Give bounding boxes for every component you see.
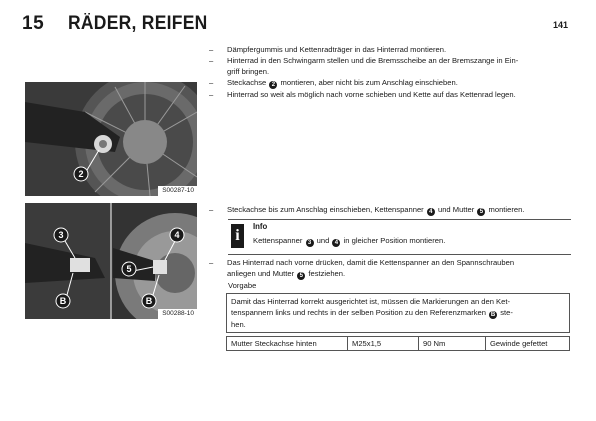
- table-cell-part: Mutter Steckachse hinten: [227, 337, 348, 351]
- vorgabe-label: Vorgabe: [228, 281, 257, 290]
- callout-badge: B: [490, 312, 496, 318]
- table-cell-note: Gewinde gefettet: [486, 337, 570, 351]
- figure-chain-adjusters-drawing: [25, 203, 197, 319]
- callout-marker: B: [145, 296, 153, 306]
- step-item: – Steckachse bis zum Anschlag einschieben, Kettenspanner 4 und Mutter 5 montieren.: [209, 205, 525, 215]
- figure-rear-wheel-axle-drawing: [25, 82, 197, 196]
- vorgabe-box: Damit das Hinterrad korrekt ausgerichtet ist, müssen die Markierungen an den Ket- tenspannern links und rechts in der selben Position zu den Referenzmarken B ste- hen.: [226, 293, 570, 333]
- chapter-number: 15: [22, 13, 45, 34]
- step-item: – Dämpfergummis und Kettenradträger in das Hinterrad montieren.: [209, 45, 447, 54]
- callout-marker: 5: [126, 264, 132, 274]
- step-item: – Steckachse 2 montieren, aber nicht bis zum Anschlag einschieben.: [209, 78, 458, 88]
- callout-marker: 3: [58, 230, 64, 240]
- callout-marker: 2: [78, 169, 84, 179]
- callout-badge: 2: [269, 81, 277, 89]
- info-icon: i: [231, 224, 244, 248]
- steps-group-2: [209, 204, 567, 216]
- steps-group-1: [209, 44, 567, 100]
- callout-marker: B: [59, 296, 67, 306]
- torque-spec-table: [226, 336, 570, 351]
- figure-id-label: S00288-10: [158, 309, 197, 319]
- info-text: Kettenspanner 3 und 4 in gleicher Position montieren.: [253, 236, 446, 246]
- page-number: 141: [552, 20, 568, 30]
- callout-badge: 5: [297, 272, 305, 280]
- table-cell-torque: 90 Nm: [419, 337, 486, 351]
- step-item: – Hinterrad in den Schwingarm stellen und die Bremsscheibe an der Bremszange in Ein- griff bringen.: [209, 56, 519, 76]
- callout-badge: 3: [306, 239, 314, 247]
- step-item: – Hinterrad so weit als möglich nach vorne schieben und Kette auf das Kettenrad legen.: [209, 90, 516, 99]
- figure-id-label: S00287-10: [158, 186, 197, 196]
- figure-chain-adjusters: [25, 203, 197, 319]
- callout-badge: 4: [332, 239, 340, 247]
- callout-badge: 5: [477, 208, 485, 216]
- figure-rear-wheel-axle: [25, 82, 197, 196]
- info-box: [228, 219, 571, 255]
- callout-badge: 4: [427, 208, 435, 216]
- steps-group-3: [209, 257, 567, 280]
- table-row: [227, 337, 570, 351]
- info-title: Info: [253, 222, 268, 231]
- table-cell-thread: M25x1,5: [348, 337, 419, 351]
- callout-marker: 4: [174, 230, 180, 240]
- step-item: – Das Hinterrad nach vorne drücken, damit die Kettenspanner an den Spannschrauben anliegen und Mutter 5 festziehen.: [209, 258, 515, 279]
- chapter-title: RÄDER, REIFEN: [68, 13, 208, 34]
